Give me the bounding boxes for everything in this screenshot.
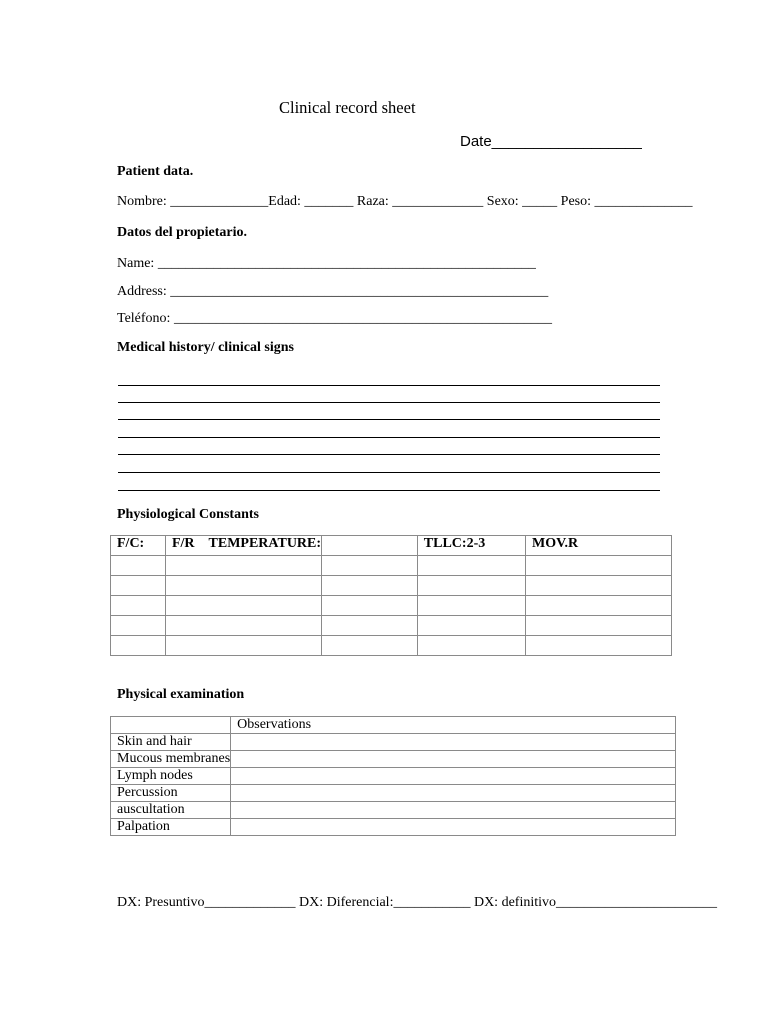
owner-name-field[interactable]: Name: ______________________________________________________	[117, 256, 536, 271]
table-cell[interactable]	[111, 556, 166, 576]
page-title: Clinical record sheet	[279, 98, 416, 117]
column-header-movr: MOV.R	[526, 536, 672, 556]
physical-examination-table	[110, 716, 676, 836]
history-line[interactable]	[118, 419, 660, 420]
diagnosis-line[interactable]: DX: Presuntivo_____________ DX: Diferencial:___________ DX: definitivo_______________________	[117, 895, 718, 910]
observation-cell[interactable]	[231, 802, 676, 819]
table-row	[111, 802, 676, 819]
table-row	[111, 751, 676, 768]
medical-history-heading: Medical history/ clinical signs	[117, 340, 294, 355]
table-cell[interactable]	[165, 576, 321, 596]
table-row	[111, 616, 672, 636]
patient-data-heading: Patient data.	[117, 164, 194, 179]
table-cell[interactable]	[417, 616, 525, 636]
row-label-auscultation: auscultation	[111, 802, 231, 819]
table-cell[interactable]	[165, 556, 321, 576]
row-label-mucous-membranes: Mucous membranes	[111, 751, 231, 768]
physiological-constants-heading: Physiological Constants	[117, 507, 259, 522]
history-line[interactable]	[118, 402, 660, 403]
owner-phone-field[interactable]: Teléfono: ______________________________________________________	[117, 311, 552, 326]
table-row	[111, 768, 676, 785]
table-cell[interactable]	[111, 596, 166, 616]
table-cell[interactable]	[111, 616, 166, 636]
table-row	[111, 636, 672, 656]
table-header-row	[111, 717, 676, 734]
column-header-tllc: TLLC:2-3	[417, 536, 525, 556]
table-cell[interactable]	[322, 596, 418, 616]
table-cell[interactable]	[165, 596, 321, 616]
owner-data-heading: Datos del propietario.	[117, 225, 248, 240]
row-label-lymph-nodes: Lymph nodes	[111, 768, 231, 785]
history-line[interactable]	[118, 385, 660, 386]
table-cell[interactable]	[526, 616, 672, 636]
table-cell[interactable]	[417, 576, 525, 596]
column-header-spacer	[322, 536, 418, 556]
table-row	[111, 596, 672, 616]
table-cell[interactable]	[322, 576, 418, 596]
physical-examination-heading: Physical examination	[117, 687, 245, 702]
column-header-fr-label: F/R	[171, 536, 195, 551]
table-cell	[111, 717, 231, 734]
row-label-skin-and-hair: Skin and hair	[111, 734, 231, 751]
history-line[interactable]	[118, 437, 660, 438]
table-cell[interactable]	[165, 616, 321, 636]
table-row	[111, 734, 676, 751]
column-header-fr	[165, 536, 321, 556]
table-cell[interactable]	[111, 636, 166, 656]
table-cell[interactable]	[526, 596, 672, 616]
observation-cell[interactable]	[231, 751, 676, 768]
table-cell[interactable]	[322, 556, 418, 576]
table-cell[interactable]	[526, 556, 672, 576]
table-cell[interactable]	[165, 636, 321, 656]
table-row	[111, 819, 676, 836]
history-line[interactable]	[118, 454, 660, 455]
column-header-temperature: TEMPERATURE:	[208, 536, 322, 551]
date-field[interactable]: Date__________________	[460, 133, 642, 150]
table-row	[111, 556, 672, 576]
owner-address-field[interactable]: Address: ______________________________________________________	[117, 284, 549, 299]
table-row	[111, 785, 676, 802]
table-cell[interactable]	[417, 636, 525, 656]
row-label-palpation: Palpation	[111, 819, 231, 836]
table-cell[interactable]	[322, 636, 418, 656]
observation-cell[interactable]	[231, 734, 676, 751]
observation-cell[interactable]	[231, 768, 676, 785]
history-line[interactable]	[118, 472, 660, 473]
table-cell[interactable]	[417, 596, 525, 616]
table-cell[interactable]	[111, 576, 166, 596]
physiological-constants-table	[110, 535, 672, 656]
column-header-fc: F/C:	[111, 536, 166, 556]
table-cell[interactable]	[526, 636, 672, 656]
observation-cell[interactable]	[231, 819, 676, 836]
row-label-percussion: Percussion	[111, 785, 231, 802]
table-cell[interactable]	[526, 576, 672, 596]
observation-cell[interactable]	[231, 785, 676, 802]
history-line[interactable]	[118, 490, 660, 491]
table-row	[111, 576, 672, 596]
table-cell[interactable]	[322, 616, 418, 636]
column-header-observations: Observations	[231, 717, 676, 734]
patient-data-line[interactable]: Nombre: ______________Edad: _______ Raza: _____________ Sexo: _____ Peso: ______________	[117, 194, 693, 209]
table-cell[interactable]	[417, 556, 525, 576]
table-header-row	[111, 536, 672, 556]
